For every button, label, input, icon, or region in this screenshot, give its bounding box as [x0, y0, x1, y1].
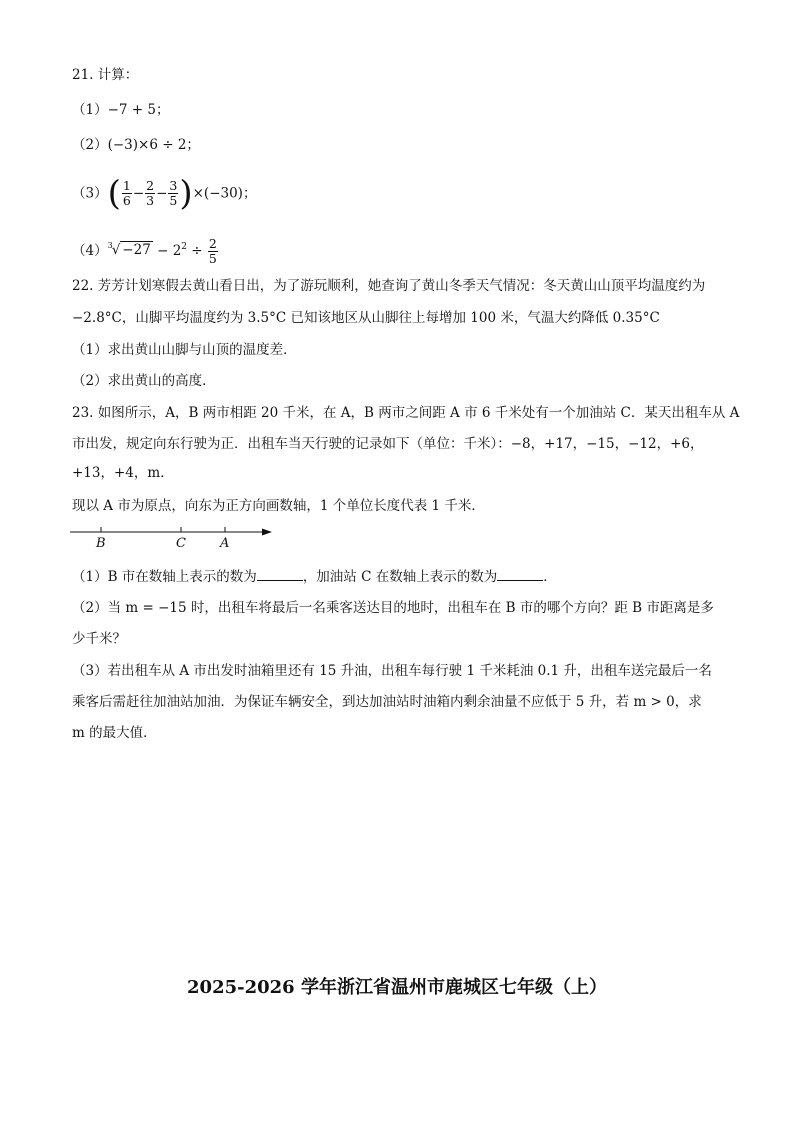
q23-line1: 23. 如图所示，A，B 两市相距 20 千米，在 A，B 两市之间距 A 市 6 千米处有一个加油站 C．某天出租车从 A	[72, 405, 740, 421]
q21-part1	[72, 101, 169, 119]
q21-part4-root-sign: √	[111, 242, 121, 258]
q21-part1-label: （1）	[72, 102, 108, 118]
q23-line4: 现以 A 市为原点，向东为正方向画数轴，1 个单位长度代表 1 千米．	[72, 498, 485, 514]
q21-part1-expr: −7 + 5	[107, 102, 156, 118]
q21-part3-minus1: −	[132, 185, 145, 202]
q21-part4-root-index: 3	[107, 241, 113, 250]
label-b: B	[96, 536, 106, 551]
q21-part3-end: ；	[242, 185, 257, 202]
number-line-diagram	[68, 520, 278, 552]
q21-part4	[72, 232, 219, 267]
footer-title: 2025-2026 学年浙江省温州市鹿城区七年级（上）	[187, 977, 607, 998]
q23-sub3-line2: 乘客后需赶往加油站加油．为保证车辆安全，到达加油站时油箱内剩余油量不应低于 5 升，若 m > 0，求	[72, 694, 702, 710]
q21-part3-frac2	[145, 179, 155, 208]
q21-part3	[72, 173, 257, 214]
q23-sub2-line1: （2）当 m = −15 时，出租车将最后一名乘客送达目的地时，出租车在 B 市的哪个方向？距 B 市距离是多	[72, 600, 714, 616]
q23-sub1	[72, 568, 557, 586]
q21-part3-frac2-den: 3	[146, 193, 155, 208]
q22-sub1: （1）求出黄山山脚与山顶的温度差．	[72, 342, 297, 358]
q23-line2: 市出发，规定向东行驶为正．出租车当天行驶的记录如下（单位：千米）：−8，+17，−15，−12，+6，	[72, 436, 704, 452]
q22-sub2: （2）求出黄山的高度．	[72, 373, 216, 389]
q21-part3-lparen: (	[107, 173, 121, 214]
q21-part3-frac1	[122, 179, 132, 208]
q23-sub3-line3: m 的最大值．	[72, 725, 157, 741]
q21-part3-rparen: )	[179, 173, 193, 214]
q21-part4-div: ÷	[187, 243, 207, 259]
q23-sub1-text-a: （1）B 市在数轴上表示的数为	[72, 569, 257, 585]
q21-part4-label: （4）	[72, 243, 108, 259]
q23-sub2-line2: 少千米？	[72, 631, 126, 647]
q21-part3-frac3-den: 5	[169, 193, 178, 208]
q23-line3: +13，+4，m．	[72, 465, 174, 481]
q21-part2-end: ；	[186, 137, 200, 153]
q21-part4-cube-root	[108, 235, 153, 267]
label-c: C	[176, 536, 186, 551]
q23-sub1-blank1	[257, 568, 303, 581]
q21-part3-label: （3）	[72, 185, 108, 202]
q22-line1: 22. 芳芳计划寒假去黄山看日出，为了游玩顺利，她查询了黄山冬季天气情况：冬天黄山山顶平均温度约为	[72, 278, 706, 294]
q21-part4-frac-den: 5	[208, 250, 217, 266]
number-line-arrow-icon	[262, 529, 272, 536]
q21-part3-frac3-num: 3	[169, 178, 178, 193]
q23-sub1-text-c: ．	[543, 569, 557, 585]
q21-part3-times: ×(−30)	[192, 185, 243, 202]
q21-part2-expr: (−3)×6 ÷ 2	[107, 137, 187, 153]
q23-sub1-blank2	[497, 568, 543, 581]
q21-part4-radicand: −27	[122, 242, 151, 258]
q22-line2: −2.8°C，山脚平均温度约为 3.5°C 已知该地区从山脚往上每增加 100 米，气温大约降低 0.35°C	[72, 310, 660, 326]
q21-part4-mid: − 2	[152, 243, 182, 259]
q21-part4-frac	[208, 237, 218, 266]
q21-header: 21. 计算：	[72, 67, 139, 83]
q23-sub3-line1: （3）若出租车从 A 市出发时油箱里还有 15 升油，出租车每行驶 1 千米耗油 0.1 升，出租车送完最后一名	[72, 663, 712, 679]
q21-part4-frac-num: 2	[208, 235, 217, 251]
q21-part2-label: （2）	[72, 137, 108, 153]
q21-part3-frac1-num: 1	[122, 178, 131, 193]
label-a: A	[220, 536, 230, 551]
q21-part3-frac2-num: 2	[146, 178, 155, 193]
q21-part3-frac3	[168, 179, 178, 208]
q21-part2	[72, 136, 200, 154]
q23-sub1-text-b: ，加油站 C 在数轴上表示的数为	[302, 569, 498, 585]
q21-part3-minus2: −	[156, 185, 168, 202]
q21-part3-frac1-den: 6	[122, 193, 131, 208]
q21-part4-exp: 2	[181, 242, 188, 252]
q21-part1-end: ；	[155, 102, 170, 118]
